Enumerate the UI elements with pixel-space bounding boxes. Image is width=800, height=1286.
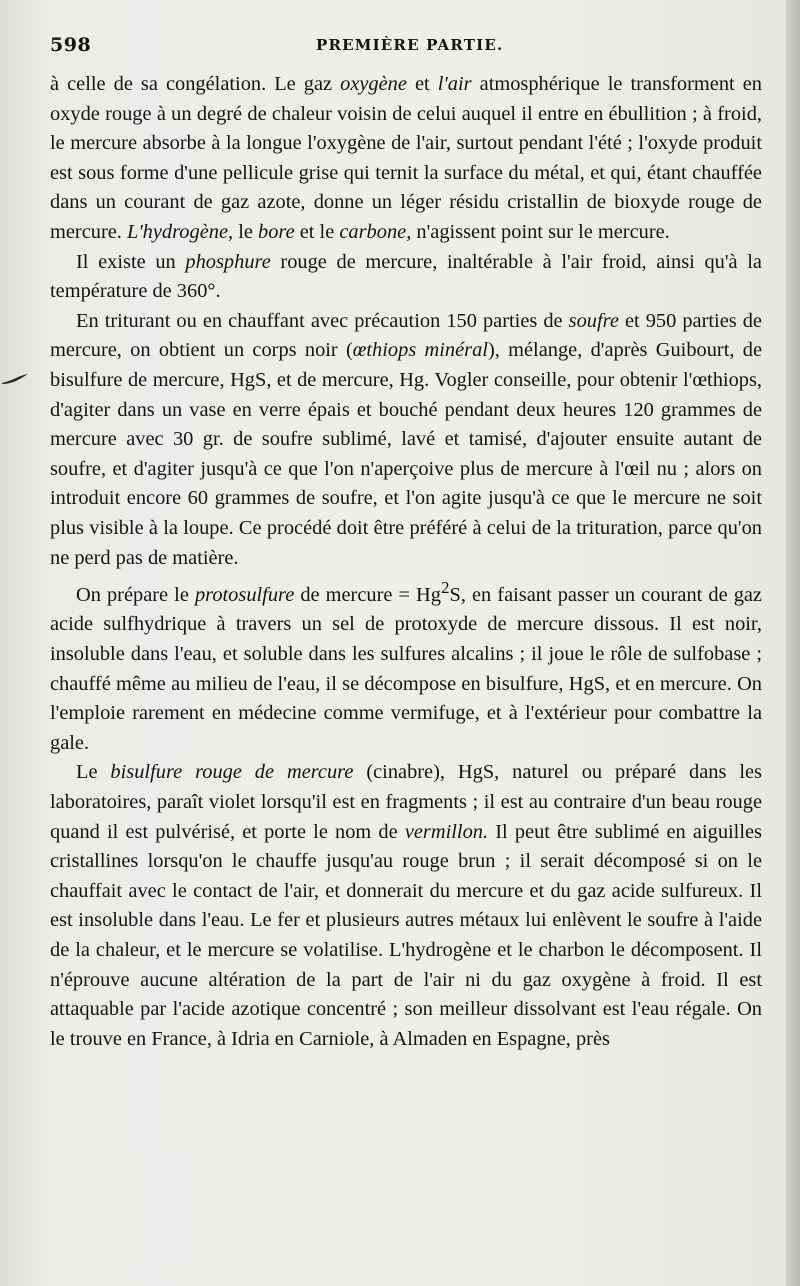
text-run: et le	[294, 220, 340, 243]
text-run: rouge de mercure, inaltérable à l'air froid, ainsi qu'à la température de 360°.	[50, 250, 762, 303]
text-run: Il peut être sublimé en aiguilles cristallines lorsqu'on le chauffe jusqu'au rouge brun ; il serait décomposé si on le chauffait avec le contact de l'air, et donnerait du mercure et du gaz acide sulfureux. Il est insoluble dans l'eau. Le fer et plusieurs autres métaux lui enlèvent le soufre à l'aide de la chaleur, et le mercure se volatilise. L'hydrogène et le charbon le décomposent. Il n'éprouve aucune altération de la part de l'air ni du gaz oxygène à froid. Il est attaquable par l'acide azotique concentré ; son meilleur dissolvant est l'eau régale. On le trouve en France, à Idria en Carniole, à Almaden en Espagne, près	[50, 820, 762, 1050]
text-run: à celle de sa congélation. Le gaz	[50, 73, 341, 95]
text-run: On prépare le	[76, 583, 195, 606]
paragraph	[50, 248, 762, 307]
italic-term: l'air	[437, 73, 472, 95]
superscript: 2	[440, 578, 450, 598]
page-number: 598	[50, 34, 92, 56]
italic-term: carbone,	[339, 220, 412, 243]
running-title: PREMIÈRE PARTIE.	[316, 36, 504, 54]
text-run: (cinabre), HgS, naturel ou préparé dans les laboratoires, paraît violet lorsqu'il est en fragments ; il est au contraire d'un beau rouge quand il est pulvérisé, et porte le nom de	[50, 761, 762, 843]
text-run: S, en faisant passer un courant de gaz acide sulfhydrique à travers un sel de protoxyde de mercure dissous. Il est noir, insoluble dans l'eau, et soluble dans les sulfures alcalins ; il joue le rôle de sulfobase ; chauffé même au milieu de l'eau, il se décompose en bisulfure, HgS, et en mercure. On l'emploie rarement en médecine comme vermifuge, et à l'extérieur pour combattre la gale.	[50, 583, 762, 754]
paragraph	[50, 307, 762, 573]
italic-term: phosphure	[185, 250, 271, 273]
margin-pointer-mark	[0, 372, 30, 386]
text-run: et 950 parties de mercure, on obtient un corps noir (	[50, 309, 762, 362]
text-run: ), mélange, d'après Guibourt, de bisulfure de mercure, HgS, et de mercure, Hg. Vogler conseille, pour obtenir l'œthiops, d'agiter dans un vase en verre épais et bouché pendant deux heures 120 grammes de mercure avec 30 gr. de soufre sublimé, lavé et tamisé, d'ajouter ensuite autant de soufre, et d'agiter jusqu'à ce que l'on n'aperçoive plus de mercure à l'œil nu ; alors on introduit encore 60 grammes de soufre, et l'on agite jusqu'à ce que le mercure ne soit plus visible à la loupe. Ce procédé doit être préféré à celui de la trituration, parce qu'on ne perd pas de matière.	[50, 339, 763, 569]
scan-edge	[786, 0, 800, 1286]
italic-term: bisulfure rouge de mercure	[110, 761, 354, 784]
italic-term: œthiops minéral	[352, 339, 488, 362]
text-run: et	[406, 73, 438, 95]
italic-term: oxygène	[340, 73, 407, 95]
text-run: de mercure = Hg	[294, 583, 441, 606]
page-header	[50, 34, 756, 64]
paragraph	[50, 758, 762, 1054]
italic-term: bore	[258, 220, 295, 243]
italic-term: L'hydrogène,	[126, 220, 234, 243]
italic-term: soufre	[568, 309, 619, 332]
text-run: atmosphérique le transforment en oxyde rouge à un degré de chaleur voisin de celui auquel il entre en ébullition ; à froid, le mercure absorbe à la longue l'oxygène de l'air, surtout pendant l'été ; l'oxyde produit est sous forme d'une pellicule grise qui ternit la surface du métal, et qui, étant chauffée dans un courant de gaz azote, donne un léger résidu cristallin de bioxyde rouge de mercure.	[50, 73, 762, 243]
text-run: En triturant ou en chauffant avec précaution 150 parties de	[76, 309, 569, 332]
italic-term: protosulfure	[194, 583, 295, 606]
text-run: le	[233, 220, 259, 243]
paragraph	[50, 70, 762, 248]
text-run: n'agissent point sur le mercure.	[411, 220, 670, 243]
text-run: Il existe un	[76, 250, 186, 273]
italic-term: vermillon.	[404, 820, 489, 843]
text-run: Le	[76, 761, 111, 784]
body-text	[50, 70, 762, 1054]
paragraph	[50, 573, 762, 758]
